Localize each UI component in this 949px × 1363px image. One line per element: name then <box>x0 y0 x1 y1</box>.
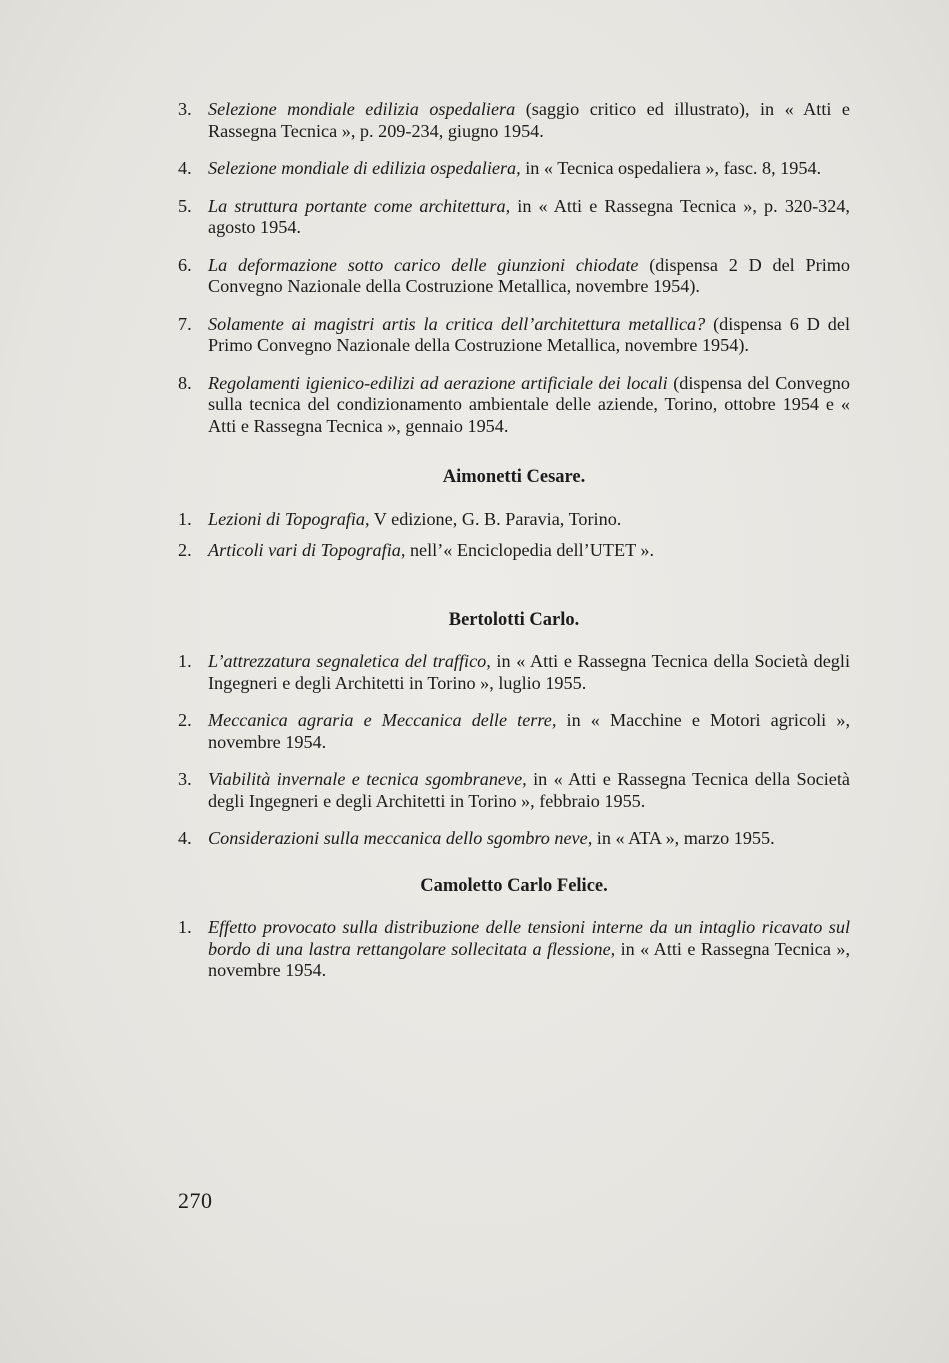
item-number: 4. <box>178 158 192 178</box>
list-item <box>178 917 850 982</box>
item-title: Lezioni di Topografia, <box>208 508 370 529</box>
item-text <box>208 99 850 142</box>
list-item <box>178 99 850 142</box>
item-title: Considerazioni sulla meccanica dello sgombro neve, <box>208 828 593 848</box>
list-item <box>178 158 850 180</box>
item-details: nell’« Enciclopedia dell’UTET ». <box>405 540 655 560</box>
list-item <box>178 373 850 438</box>
item-title: Meccanica agraria e Meccanica delle terre, <box>208 710 557 730</box>
item-text <box>208 196 850 239</box>
item-number: 6. <box>178 254 192 275</box>
list-item <box>178 540 850 562</box>
item-title: Selezione mondiale edilizia ospedaliera <box>208 99 516 119</box>
author-heading: Camoletto Carlo Felice. <box>420 875 608 896</box>
item-title: Selezione mondiale di edilizia ospedaliera, <box>208 158 521 178</box>
item-text <box>208 917 850 982</box>
item-title: Viabilità invernale e tecnica sgombraneve, <box>208 769 527 789</box>
item-text <box>208 828 850 850</box>
item-details: in « Atti e Rassegna Tecnica della Società degli Ingegneri e degli Architetti in Torino », febbraio 1955. <box>208 769 850 811</box>
item-details: in « Atti e Rassegna Tecnica », novembre 1954. <box>208 938 850 980</box>
bibliography <box>178 99 850 998</box>
item-number: 1. <box>178 651 192 671</box>
item-details: in « Atti e Rassegna Tecnica », p. 320-324, agosto 1954. <box>208 195 850 237</box>
item-text <box>208 373 850 438</box>
item-text <box>208 651 850 694</box>
item-details: in « ATA », marzo 1955. <box>592 828 775 848</box>
item-text <box>208 710 850 753</box>
item-title: Articoli vari di Topografia, <box>208 540 406 560</box>
item-title: La deformazione sotto carico delle giunzioni chiodate <box>208 254 639 275</box>
item-title: Regolamenti igienico-edilizi ad aerazione artificiale dei locali <box>208 372 668 393</box>
item-number: 2. <box>178 540 192 560</box>
item-details: in « Macchine e Motori agricoli », novembre 1954. <box>208 710 850 752</box>
item-number: 7. <box>178 313 192 334</box>
item-text <box>208 314 850 357</box>
author-heading: Bertolotti Carlo. <box>448 609 580 630</box>
list-item <box>178 710 850 753</box>
item-number: 4. <box>178 828 192 848</box>
list-item <box>178 314 850 357</box>
item-title: Solamente ai magistri artis la critica dell’architettura metallica? <box>208 313 706 334</box>
item-number: 3. <box>178 99 192 119</box>
list-item <box>178 509 850 531</box>
list-item <box>178 651 850 694</box>
author-heading: Aimonetti Cesare. <box>442 467 586 487</box>
item-number: 3. <box>178 769 192 789</box>
item-text <box>208 540 850 562</box>
item-text <box>208 769 850 812</box>
item-details: (saggio critico ed illustrato), in « Atti e Rassegna Tecnica », p. 209-234, giugno 1954. <box>208 99 851 141</box>
list-item <box>178 196 850 239</box>
item-details: (dispensa del Convegno sulla tecnica del condizionamento ambientale delle aziende, Torino, ottobre 1954 e « Atti e Rassegna Tecnica », gennaio 1954. <box>208 372 850 436</box>
item-details: (dispensa 2 D del Primo Convegno Nazionale della Costruzione Metallica, novembre 1954). <box>208 254 850 296</box>
item-number: 1. <box>178 917 192 937</box>
list-item <box>178 769 850 812</box>
page-number: 270 <box>178 1188 213 1213</box>
item-details: in « Tecnica ospedaliera », fasc. 8, 1954. <box>520 158 822 178</box>
item-text <box>208 158 850 180</box>
item-title: Effetto provocato sulla distribuzione delle tensioni interne da un intaglio ricavato sul bordo di una lastra rettangolare sollecitata a flessione, <box>208 917 850 959</box>
item-title: L’attrezzatura segnaletica del traffico, <box>208 651 491 671</box>
list-item <box>178 828 850 850</box>
item-title: La struttura portante come architettura, <box>208 195 511 216</box>
item-number: 5. <box>178 195 192 216</box>
item-number: 2. <box>178 710 192 730</box>
item-details: V edizione, G. B. Paravia, Torino. <box>369 508 622 529</box>
item-details: (dispensa 6 D del Primo Convegno Nazionale della Costruzione Metallica, novembre 1954). <box>208 313 850 355</box>
item-number: 8. <box>178 372 192 393</box>
list-item <box>178 255 850 298</box>
item-text <box>208 255 850 298</box>
item-text <box>208 509 850 531</box>
item-number: 1. <box>178 508 192 529</box>
item-details: in « Atti e Rassegna Tecnica della Società degli Ingegneri e degli Architetti in Torino », luglio 1955. <box>208 651 850 693</box>
